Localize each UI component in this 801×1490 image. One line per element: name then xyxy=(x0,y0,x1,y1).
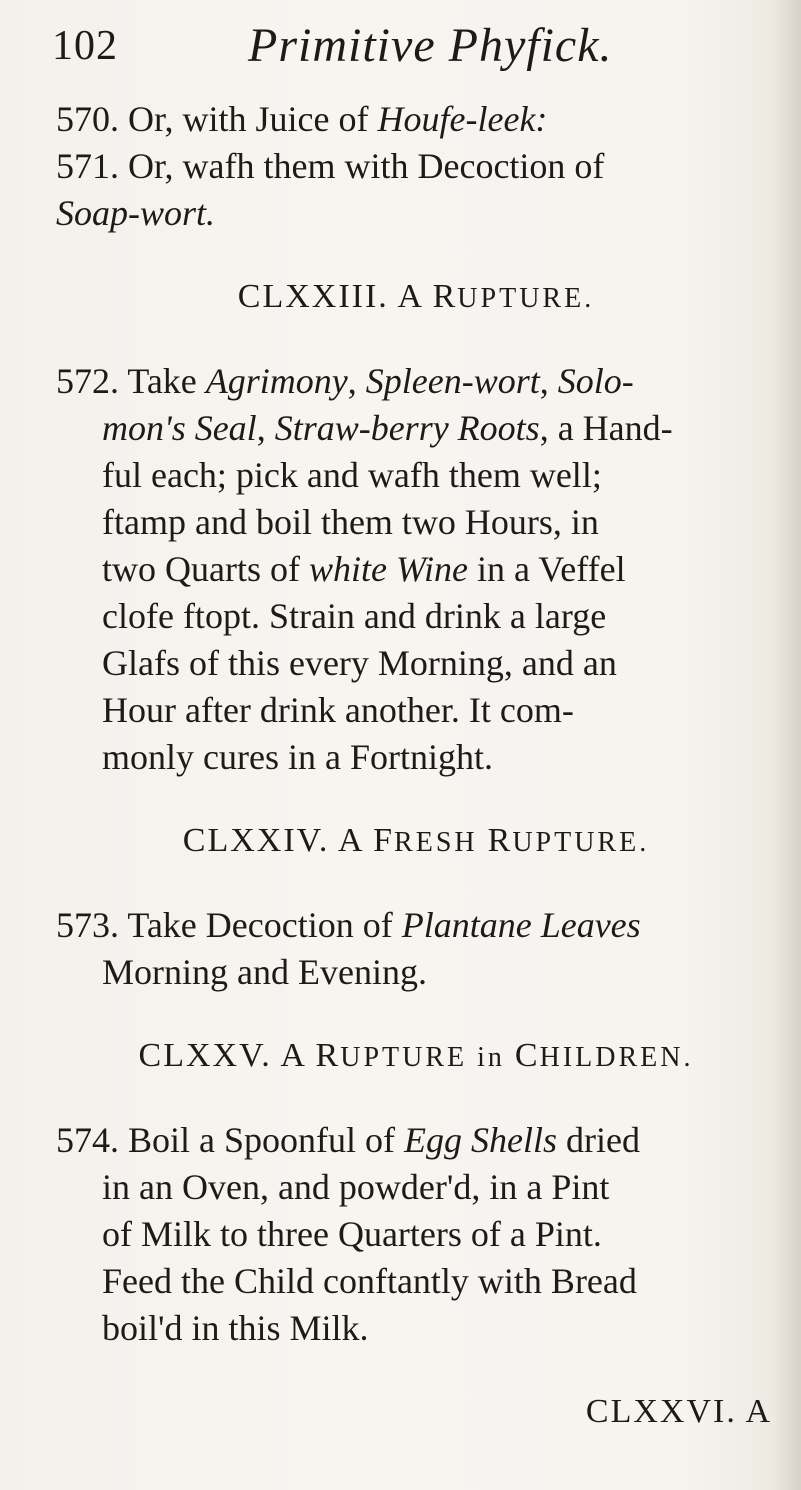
page-header xyxy=(52,14,772,74)
entry-572-line-2: mon's Seal, Straw-berry Roots, a Hand- xyxy=(102,408,673,448)
section-heading-clxxiv: CLXXIV. A FRESH RUPTURE. xyxy=(182,822,650,859)
entry-574-line-3: of Milk to three Quarters of a Pint. xyxy=(102,1214,602,1254)
entry-570: 570. Or, with Juice of Houfe-leek: xyxy=(56,99,548,139)
entry-573-line-2: Morning and Evening. xyxy=(102,952,427,992)
entry-572-line-3: ful each; pick and wafh them well; xyxy=(102,455,602,495)
entry-572-line-7: Glafs of this every Morning, and an xyxy=(102,643,617,683)
entry-572-line-6: clofe ftopt. Strain and drink a large xyxy=(102,596,607,636)
entry-572-line-4: ftamp and boil them two Hours, in xyxy=(102,502,599,542)
entry-574-line-1: 574. Boil a Spoonful of Egg Shells dried xyxy=(56,1120,640,1160)
entry-574-line-2: in an Oven, and powder'd, in a Pint xyxy=(102,1167,610,1207)
page-number: 102 xyxy=(52,23,118,69)
text-block xyxy=(56,96,776,1435)
entry-572-line-1: 572. Take Agrimony, Spleen-wort, Solo- xyxy=(56,361,634,401)
entry-572-line-8: Hour after drink another. It com- xyxy=(102,690,574,730)
section-heading-clxxiii: CLXXIII. A RUPTURE. xyxy=(237,278,595,315)
entry-574-line-5: boil'd in this Milk. xyxy=(102,1308,369,1348)
entry-573-line-1: 573. Take Decoction of Plantane Leaves xyxy=(56,905,641,945)
running-title: Primitive Phyfick. xyxy=(248,19,613,72)
entry-571-cont: Soap-wort. xyxy=(56,193,216,233)
entry-574-line-4: Feed the Child conftantly with Bread xyxy=(102,1261,637,1301)
section-heading-clxxv: CLXXV. A RUPTURE in CHILDREN. xyxy=(138,1037,694,1074)
entry-571: 571. Or, wafh them with Decoction of xyxy=(56,146,605,186)
entry-572-line-9: monly cures in a Fortnight. xyxy=(102,737,493,777)
entry-572-line-5: two Quarts of white Wine in a Veffel xyxy=(102,549,626,589)
catchword: CLXXVI. A xyxy=(585,1393,772,1430)
page-edge-shadow xyxy=(773,0,801,1490)
